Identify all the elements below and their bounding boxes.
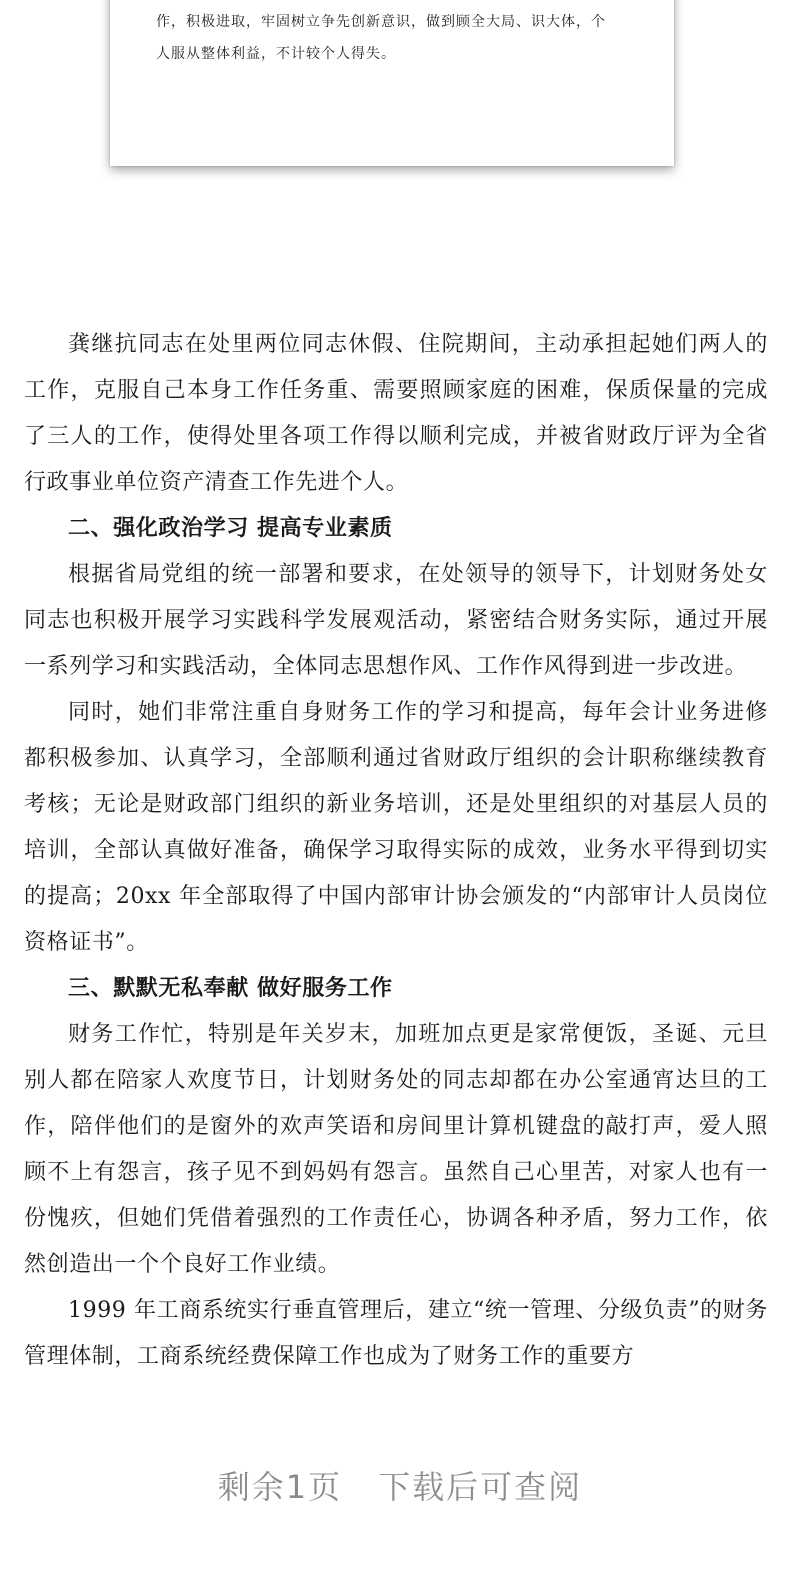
section-heading: 三、默默无私奉献 做好服务工作: [68, 976, 393, 1001]
paragraph: 财务工作忙，特别是年关岁末，加班加点更是家常便饭，圣诞、元旦别人都在陪家人欢度节日，计划财务处的同志却都在办公室通宵达旦的工作，陪伴他们的是窗外的欢声笑语和房间里计算机键盘的敲打声，爱人照顾不上有怨言，孩子见不到妈妈有怨言。虽然自己心里苦，对家人也有一份愧疚，但她们凭借着强烈的工作责任心，协调各种矛盾，努力工作，依然创造出一个个良好工作业绩。: [24, 1022, 768, 1277]
document-body: [24, 322, 768, 1380]
paragraph: 根据省局党组的统一部署和要求，在处领导的领导下，计划财务处女同志也积极开展学习实践科学发展观活动，紧密结合财务实际，通过开展一系列学习和实践活动，全体同志思想作风、工作作风得到进一步改进。: [24, 562, 768, 679]
preview-text-line: 作，积极进取，牢固树立争先创新意识，做到顾全大局、识大体，个: [156, 14, 606, 30]
paragraph: 龚继抗同志在处里两位同志休假、住院期间，主动承担起她们两人的工作，克服自己本身工作任务重、需要照顾家庭的困难，保质保量的完成了三人的工作，使得处里各项工作得以顺利完成，并被省财政厅评为全省行政事业单位资产清查工作先进个人。: [24, 332, 768, 495]
section-heading: 二、强化政治学习 提高专业素质: [68, 516, 393, 541]
remaining-pages-label: 剩余1页: [217, 1468, 343, 1506]
download-to-view-label: 下载后可查阅: [378, 1468, 583, 1506]
download-prompt[interactable]: [0, 1462, 800, 1508]
preview-text-line: 人服从整体利益，不计较个人得失。: [156, 46, 396, 62]
previous-page-preview: [110, 0, 674, 166]
paragraph: 同时，她们非常注重自身财务工作的学习和提高，每年会计业务进修都积极参加、认真学习，全部顺利通过省财政厅组织的会计职称继续教育考核；无论是财政部门组织的新业务培训，还是处里组织的对基层人员的培训，全部认真做好准备，确保学习取得实际的成效，业务水平得到切实的提高；20xx 年全部取得了中国内部审计协会颁发的“内部审计人员岗位资格证书”。: [24, 700, 768, 955]
paragraph: 1999 年工商系统实行垂直管理后，建立“统一管理、分级负责”的财务管理体制，工商系统经费保障工作也成为了财务工作的重要方: [24, 1298, 768, 1369]
